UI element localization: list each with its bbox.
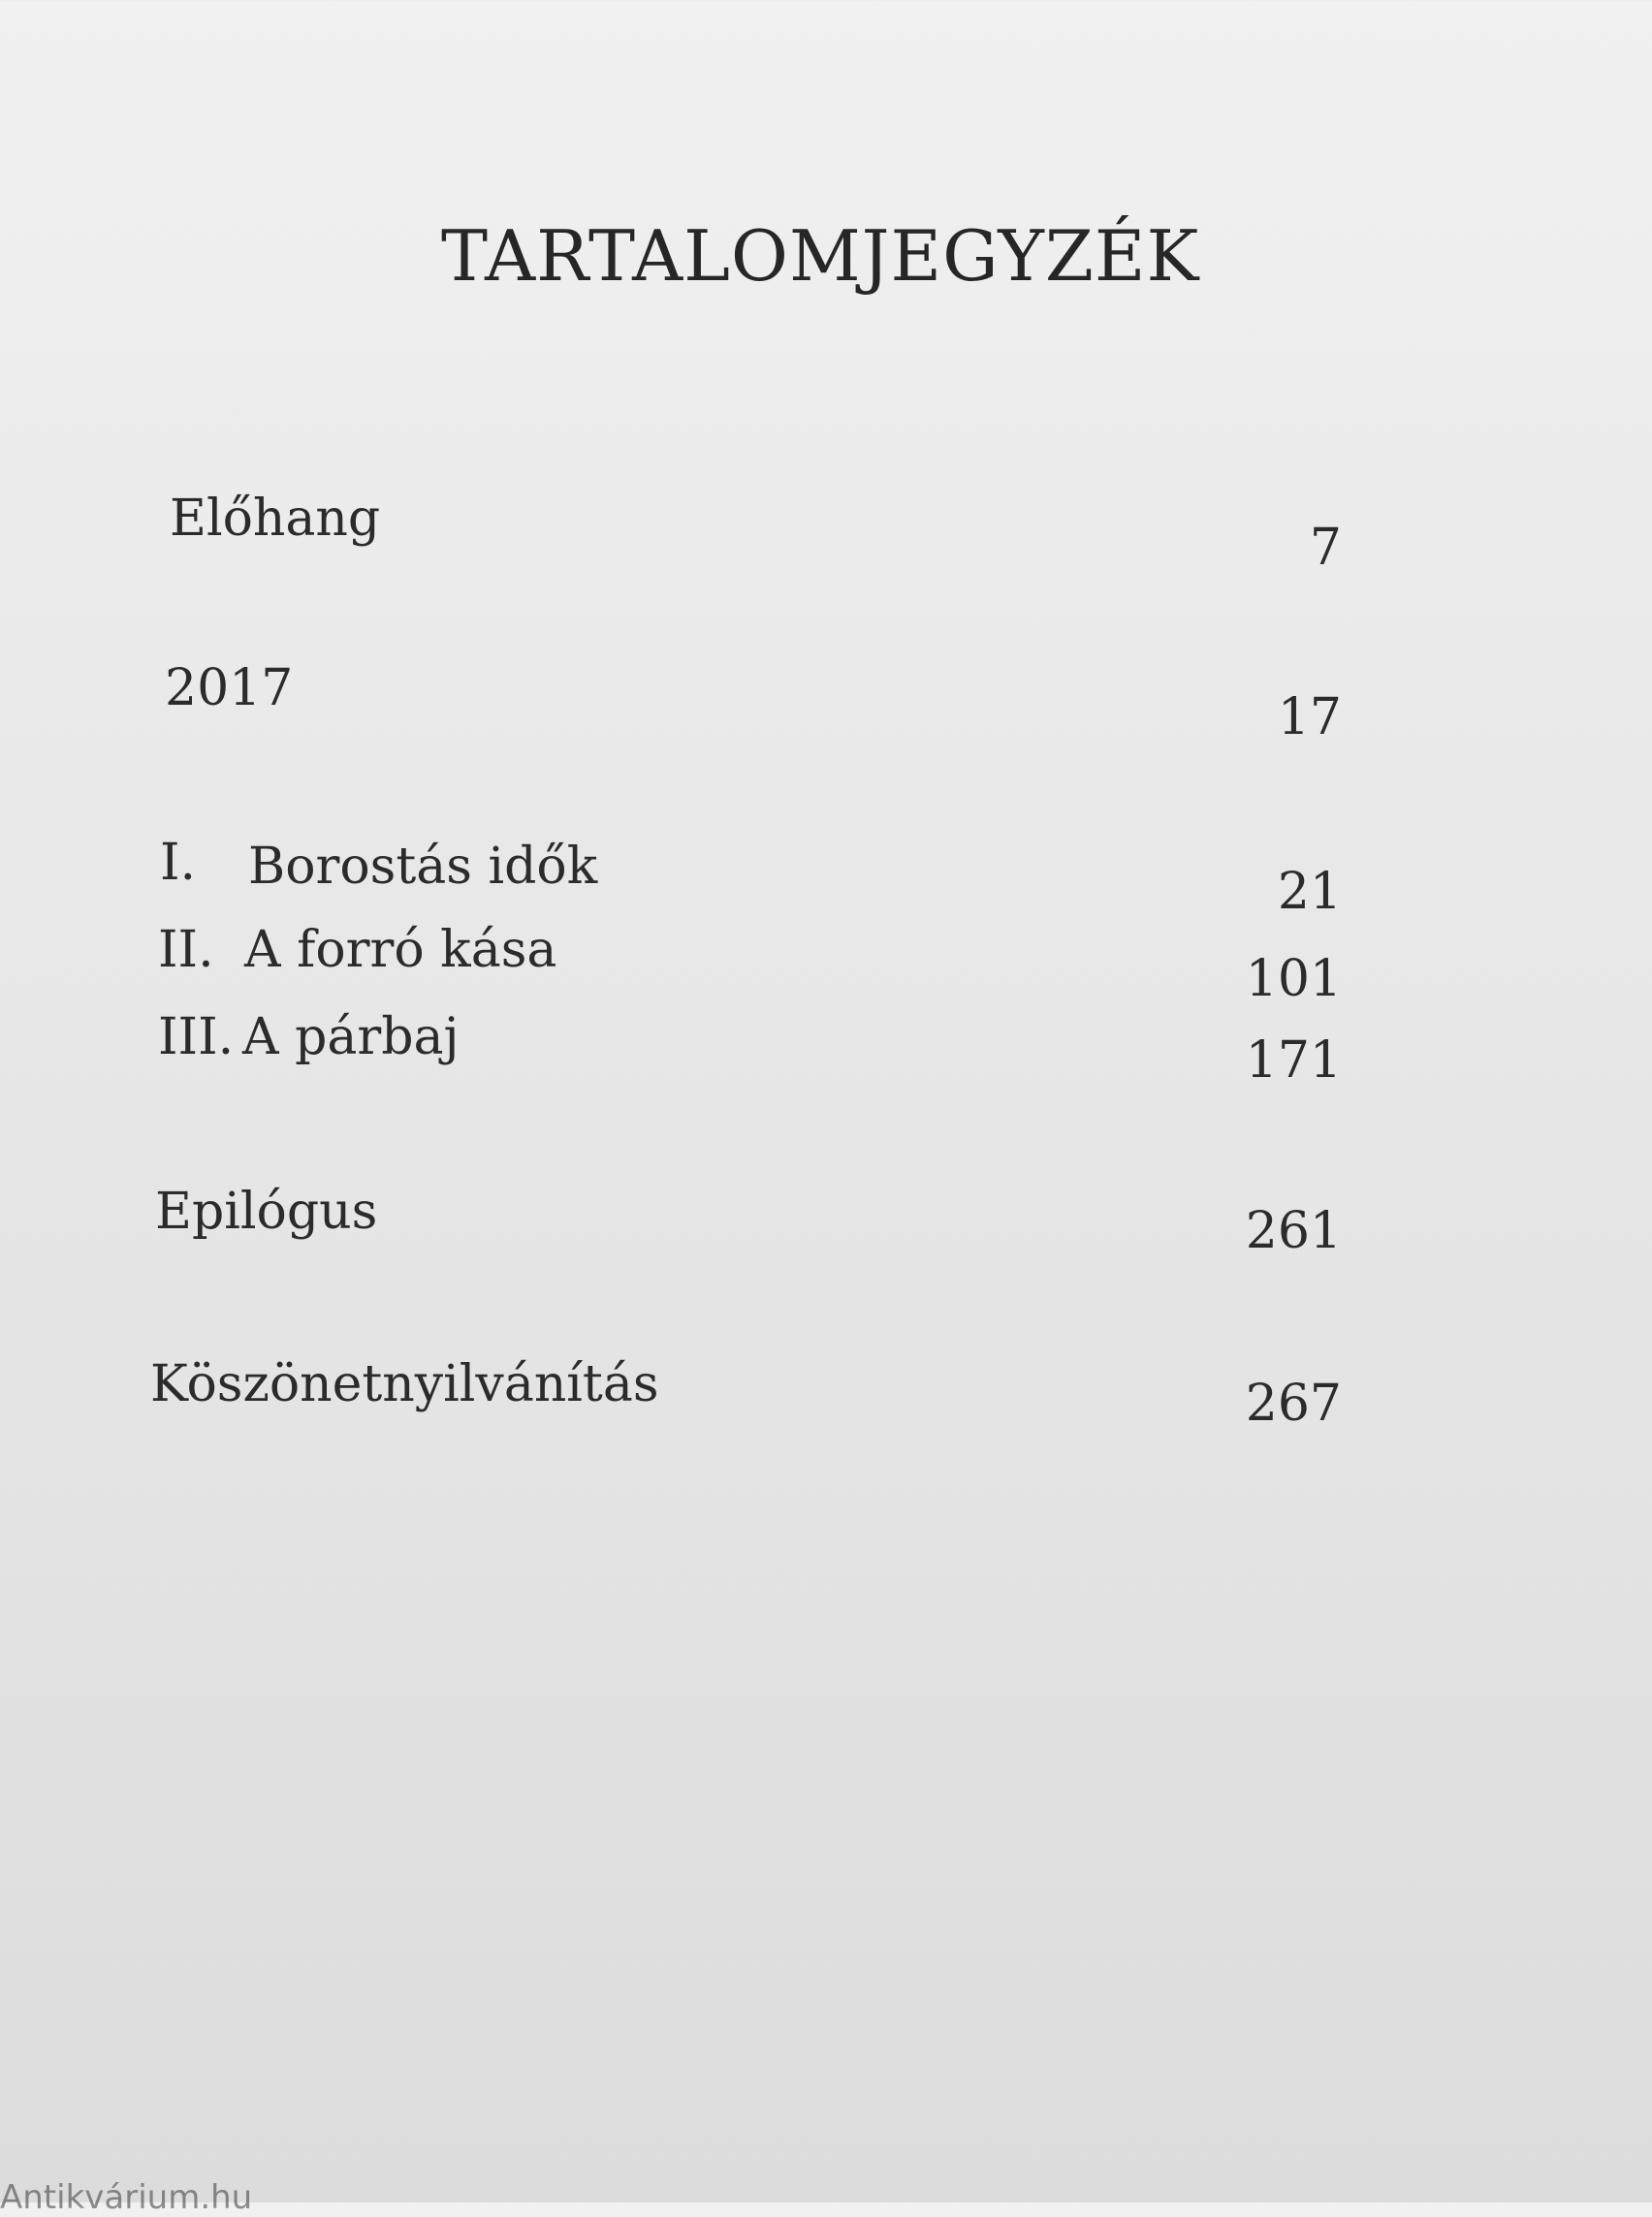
toc-entry-page: 21 — [1277, 863, 1342, 921]
toc-entry-label: Epilógus — [155, 1183, 378, 1241]
watermark-text: Antikvárium.hu — [0, 2178, 253, 2217]
toc-entry-page: 7 — [1309, 519, 1342, 577]
page-title: TARTALOMJEGYZÉK — [441, 215, 1200, 297]
toc-entry-numeral: II. — [158, 921, 214, 979]
toc-entry-elohang — [0, 490, 1652, 577]
toc-entry-label: Előhang — [170, 490, 381, 548]
toc-entry-chapter-1 — [0, 834, 1652, 921]
toc-entry-page: 17 — [1277, 688, 1342, 746]
toc-entry-page: 101 — [1245, 950, 1342, 1008]
toc-entry-epilogus — [0, 1183, 1652, 1270]
toc-entry-label: A párbaj — [242, 1008, 460, 1066]
toc-entry-chapter-3 — [0, 1008, 1652, 1095]
toc-entry-numeral: I. — [160, 834, 197, 892]
toc-entry-2017 — [0, 659, 1652, 746]
toc-entry-label: Borostás idők — [248, 838, 598, 896]
toc-entry-page: 171 — [1245, 1031, 1342, 1090]
toc-entry-label: A forró kása — [244, 921, 557, 979]
toc-entry-page: 267 — [1245, 1375, 1342, 1433]
toc-entry-numeral: III. — [158, 1008, 235, 1066]
toc-entry-label: Köszönetnyilvánítás — [150, 1355, 659, 1413]
toc-entry-label: 2017 — [165, 659, 294, 717]
toc-entry-page: 261 — [1245, 1202, 1342, 1260]
toc-entry-chapter-2 — [0, 921, 1652, 1008]
toc-entry-koszonetnyilvanitas — [0, 1355, 1652, 1442]
